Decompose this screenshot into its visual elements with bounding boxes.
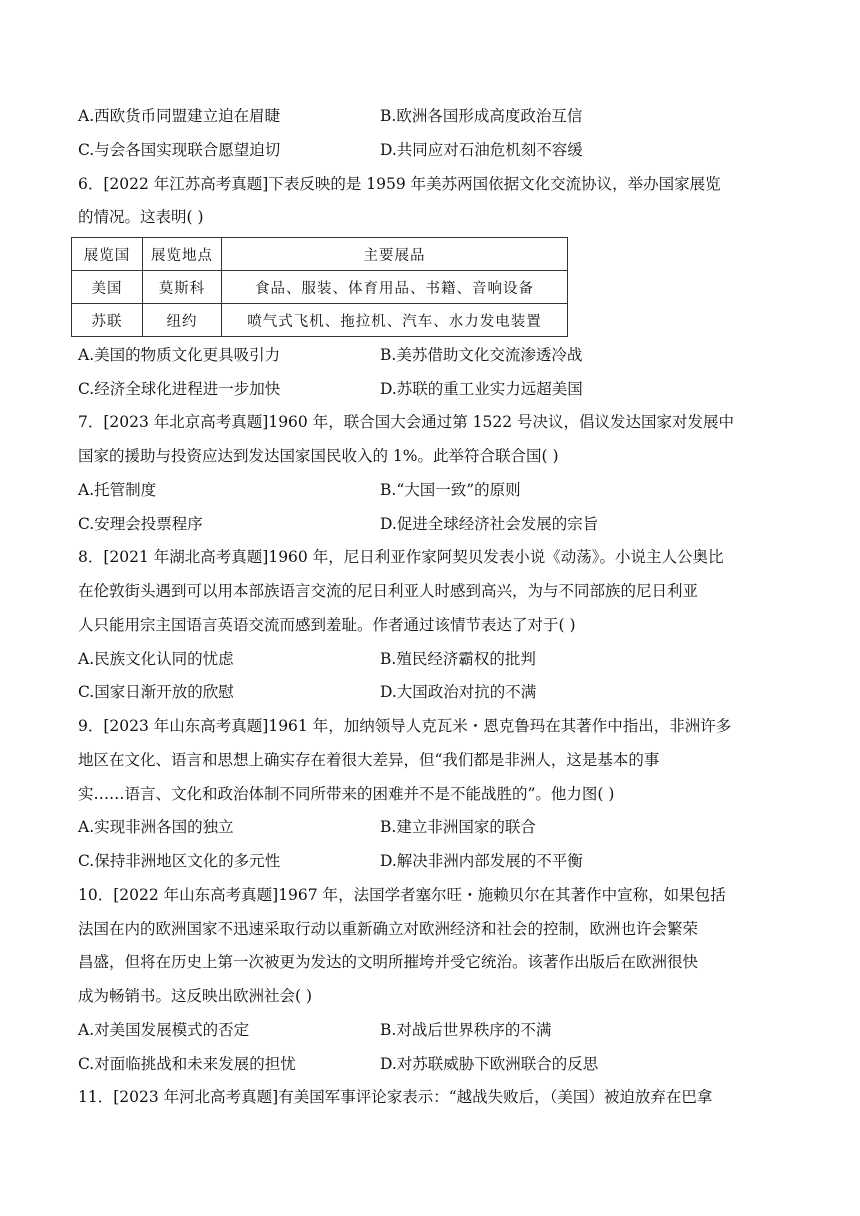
q9-stem-line-1: 9．[2023 年山东高考真题]1961 年，加纳领导人克瓦米・恩克鲁玛在其著作中指出，非洲许多 xyxy=(78,717,732,735)
table-header-row xyxy=(72,238,568,271)
q7-option-d: D.促进全球经济社会发展的宗旨 xyxy=(380,515,599,533)
q9-stem-line-2: 地区在文化、语言和思想上确实存在着很大差异，但“我们都是非洲人，这是基本的事 xyxy=(78,751,660,769)
q8-option-c: C.国家日渐开放的欣慰 xyxy=(78,683,234,701)
table-header: 展览国 xyxy=(72,238,143,271)
q10-stem-line-1: 10．[2022 年山东高考真题]1967 年，法国学者塞尔旺・施赖贝尔在其著作中宣称，如果包括 xyxy=(78,886,726,904)
q5-option-b: B.欧洲各国形成高度政治互信 xyxy=(380,107,583,125)
q8-stem-line-3: 人只能用宗主国语言英语交流而感到羞耻。作者通过该情节表达了对于( ) xyxy=(78,616,576,634)
q5-option-c: C.与会各国实现联合愿望迫切 xyxy=(78,141,281,159)
q11-stem-line-1: 11．[2023 年河北高考真题]有美国军事评论家表示：“越战失败后，（美国）被迫放弃在巴拿 xyxy=(78,1088,713,1106)
q5-option-d: D.共同应对石油危机刻不容缓 xyxy=(380,141,583,159)
table-header: 展览地点 xyxy=(143,238,222,271)
q7-option-a: A.托管制度 xyxy=(78,481,157,499)
q10-option-a: A.对美国发展模式的否定 xyxy=(78,1021,250,1039)
q9-option-b: B.建立非洲国家的联合 xyxy=(380,818,536,836)
q7-stem-line-2: 国家的援助与投资应达到发达国家国民收入的 1%。此举符合联合国( ) xyxy=(78,447,559,465)
q8-stem-line-2: 在伦敦街头遇到可以用本部族语言交流的尼日利亚人时感到高兴，为与不同部族的尼日利亚 xyxy=(78,582,699,600)
q9-stem-line-3: 实……语言、文化和政治体制不同所带来的困难并不是不能战胜的”。他力图( ) xyxy=(78,785,615,803)
table-header: 主要展品 xyxy=(222,238,568,271)
q6-option-a: A.美国的物质文化更具吸引力 xyxy=(78,346,281,364)
table-row xyxy=(72,271,568,304)
q10-stem-line-3: 昌盛，但将在历史上第一次被更为发达的文明所摧垮并受它统治。该著作出版后在欧洲很快 xyxy=(78,953,699,971)
q10-option-c: C.对面临挑战和未来发展的担忧 xyxy=(78,1055,296,1073)
q7-option-c: C.安理会投票程序 xyxy=(78,515,203,533)
q9-option-a: A.实现非洲各国的独立 xyxy=(78,818,234,836)
q6-stem-line-2: 的情况。这表明( ) xyxy=(78,208,204,226)
table-cell: 苏联 xyxy=(72,304,143,337)
q6-option-c: C.经济全球化进程进一步加快 xyxy=(78,380,281,398)
table-cell: 纽约 xyxy=(143,304,222,337)
q7-stem-line-1: 7．[2023 年北京高考真题]1960 年，联合国大会通过第 1522 号决议，倡议发达国家对发展中 xyxy=(78,413,735,431)
q6-option-b: B.美苏借助文化交流渗透冷战 xyxy=(380,346,583,364)
q8-option-d: D.大国政治对抗的不满 xyxy=(380,683,537,701)
q10-option-b: B.对战后世界秩序的不满 xyxy=(380,1021,552,1039)
q9-option-d: D.解决非洲内部发展的不平衡 xyxy=(380,852,583,870)
q8-option-b: B.殖民经济霸权的批判 xyxy=(380,650,536,668)
q10-stem-line-2: 法国在内的欧洲国家不迅速采取行动以重新确立对欧洲经济和社会的控制，欧洲也许会繁荣 xyxy=(78,920,699,938)
table-cell: 美国 xyxy=(72,271,143,304)
q10-stem-line-4: 成为畅销书。这反映出欧洲社会( ) xyxy=(78,987,313,1005)
q6-option-d: D.苏联的重工业实力远超美国 xyxy=(380,380,583,398)
q5-option-a: A.西欧货币同盟建立迫在眉睫 xyxy=(78,107,281,125)
q9-option-c: C.保持非洲地区文化的多元性 xyxy=(78,852,281,870)
table-cell: 喷气式飞机、拖拉机、汽车、水力发电装置 xyxy=(222,304,568,337)
q6-stem-line-1: 6．[2022 年江苏高考真题]下表反映的是 1959 年美苏两国依据文化交流协议，举办国家展览 xyxy=(78,175,721,193)
table-cell: 莫斯科 xyxy=(143,271,222,304)
q8-option-a: A.民族文化认同的忧虑 xyxy=(78,650,234,668)
q7-option-b: B.“大国一致”的原则 xyxy=(380,481,521,499)
exhibition-table xyxy=(71,237,568,337)
table-row xyxy=(72,304,568,337)
table-cell: 食品、服装、体育用品、书籍、音响设备 xyxy=(222,271,568,304)
q8-stem-line-1: 8．[2021 年湖北高考真题]1960 年，尼日利亚作家阿契贝发表小说《动荡》。小说主人公奥比 xyxy=(78,548,724,566)
q10-option-d: D.对苏联威胁下欧洲联合的反思 xyxy=(380,1055,599,1073)
